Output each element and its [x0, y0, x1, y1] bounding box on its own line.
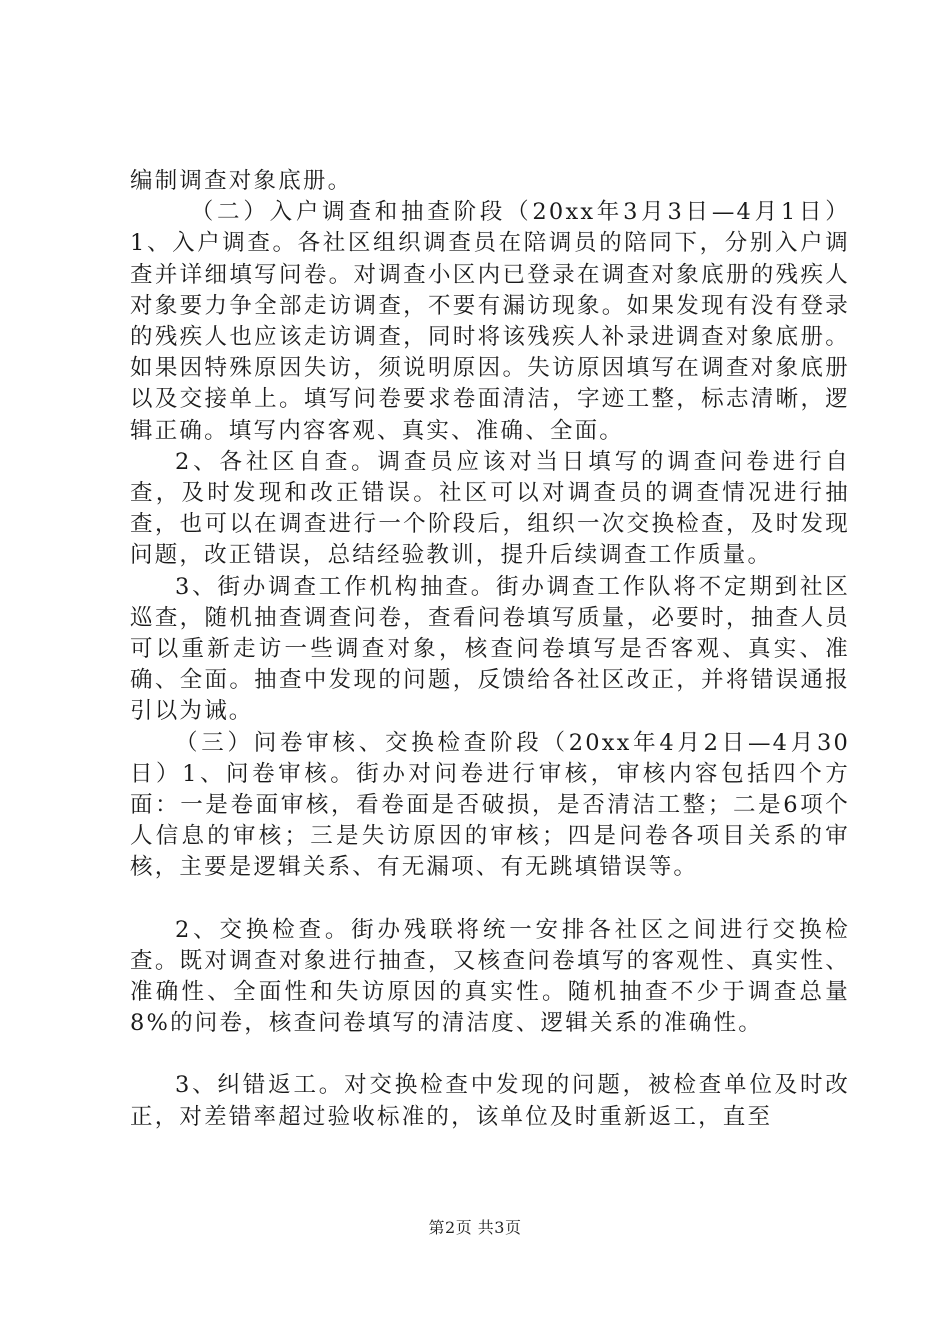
page-footer — [0, 1218, 950, 1238]
paragraph-5: （三）问卷审核、交换检查阶段（20xx年4月2日—4月30日）1、问卷审核。街办对问卷进行审核，审核内容包括四个方面：一是卷面审核，看卷面是否破损，是否清洁工整；二是6项个人信息的审核；三是失访原因的审核；四是问卷各项目关系的审核，主要是逻辑关系、有无漏项、有无跳填错误等。 — [130, 729, 850, 881]
paragraph-7: 3、纠错返工。对交换检查中发现的问题，被检查单位及时改正，对差错率超过验收标准的，该单位及时重新返工，直至 — [130, 1072, 850, 1130]
paragraph-3: 2、各社区自查。调查员应该对当日填写的调查问卷进行自查，及时发现和改正错误。社区可以对调查员的调查情况进行抽查，也可以在调查进行一个阶段后，组织一次交换检查，及时发现问题，改正错误，总结经验教训，提升后续调查工作质量。 — [130, 448, 850, 569]
paragraph-6: 2、交换检查。街办残联将统一安排各社区之间进行交换检查。既对调查对象进行抽查，又核查问卷填写的客观性、真实性、准确性、全面性和失访原因的真实性。随机抽查不少于调查总量8%的问卷，核查问卷填写的清洁度、逻辑关系的准确性。 — [130, 916, 850, 1037]
paragraph-1: 编制调查对象底册。 — [130, 168, 353, 194]
paragraph-4: 3、街办调查工作机构抽查。街办调查工作队将不定期到社区巡查，随机抽查调查问卷，查看问卷填写质量，必要时，抽查人员可以重新走访一些调查对象，核查问卷填写是否客观、真实、准确、全面。抽查中发现的问题，反馈给各社区改正，并将错误通报引以为诫。 — [130, 573, 850, 725]
paragraph-2: （二）入户调查和抽查阶段（20xx年3月3日—4月1日）1、入户调查。各社区组织调查员在陪调员的陪同下，分别入户调查并详细填写问卷。对调查小区内已登录在调查对象底册的残疾人对象要力争全部走访调查，不要有漏访现象。如果发现有没有登录的残疾人也应该走访调查，同时将该残疾人补录进调查对象底册。如果因特殊原因失访，须说明原因。失访原因填写在调查对象底册以及交接单上。填写问卷要求卷面清洁，字迹工整，标志清晰，逻辑正确。填写内容客观、真实、准确、全面。 — [130, 199, 850, 444]
page-number: 第2页 共3页 — [428, 1218, 522, 1237]
document-body — [130, 166, 850, 1133]
